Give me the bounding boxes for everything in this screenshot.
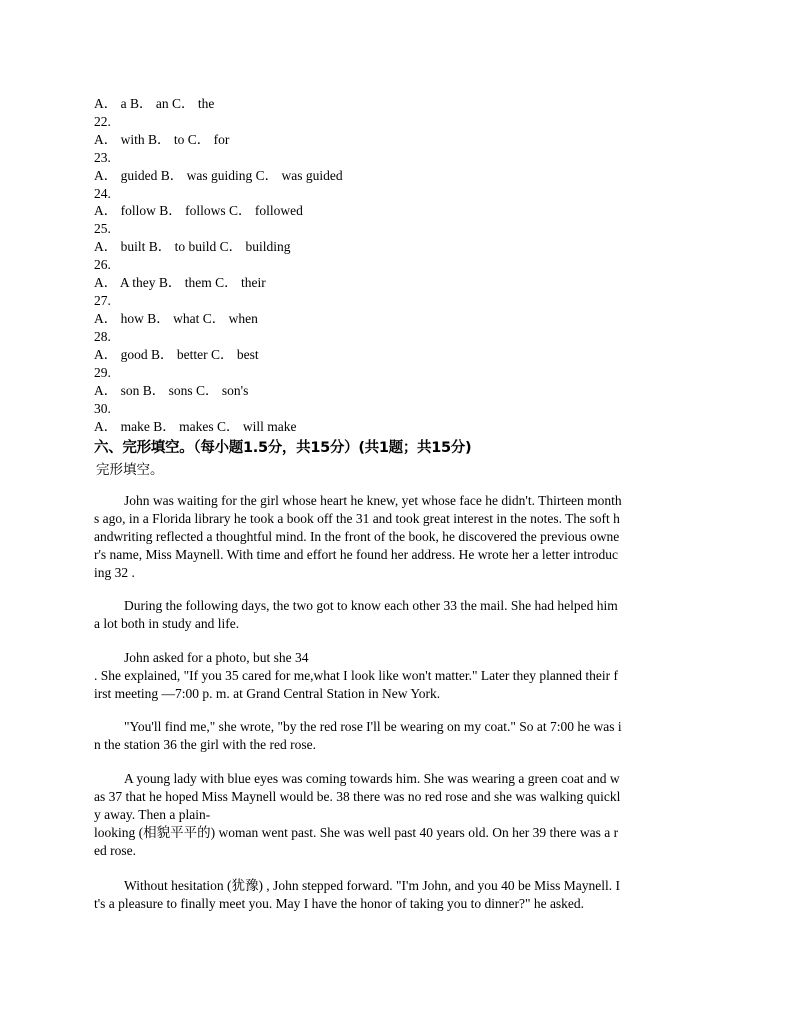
passage-paragraph-5 — [94, 770, 699, 860]
question-number-28: 28. — [94, 329, 111, 344]
section-subheading: 完形填空。 — [96, 462, 164, 478]
passage-line: A young lady with blue eyes was coming towards him. She was wearing a green coat and w — [124, 771, 620, 786]
option-line-22: A． with B． to C． for — [94, 132, 230, 147]
option-line-27: A． how B． what C． when — [94, 311, 258, 326]
passage-line: as 37 that he hoped Miss Maynell would be. 38 there was no red rose and she was walking quickl — [94, 789, 621, 804]
passage-line: r's name, Miss Maynell. With time and effort he found her address. He wrote her a letter introduc — [94, 547, 618, 562]
option-line-23: A． guided B． was guiding C． was guided — [94, 168, 343, 183]
passage-line: Without hesitation (犹豫) , John stepped forward. "I'm John, and you 40 be Miss Maynell. I — [124, 878, 620, 893]
question-number-29: 29. — [94, 365, 111, 380]
passage-line: andwriting reflected a thoughtful mind. In the front of the book, he discovered the previous owne — [94, 529, 620, 544]
question-number-22: 22. — [94, 114, 111, 129]
passage-paragraph-4 — [94, 718, 699, 754]
option-line-30: A． make B． makes C． will make — [94, 419, 297, 434]
passage-line: . She explained, "If you 35 cared for me,what I look like won't matter." Later they planned their f — [94, 668, 619, 683]
passage-paragraph-1 — [94, 492, 699, 582]
passage-line: looking (相貌平平的) woman went past. She was well past 40 years old. On her 39 there was a r — [94, 825, 619, 840]
passage-line: a lot both in study and life. — [94, 616, 240, 631]
passage-paragraph-3 — [94, 649, 699, 703]
passage-line: t's a pleasure to finally meet you. May I have the honor of taking you to dinner?" he asked. — [94, 896, 585, 911]
option-line-25: A． built B． to build C． building — [94, 239, 291, 254]
question-number-23: 23. — [94, 150, 111, 165]
passage-line: During the following days, the two got to know each other 33 the mail. She had helped him — [124, 598, 618, 613]
passage-paragraph-2 — [94, 597, 699, 633]
passage-line: y away. Then a plain- — [94, 807, 211, 822]
option-line-21: A． a B． an C． the — [94, 96, 215, 111]
passage-line: John asked for a photo, but she 34 — [124, 650, 309, 665]
passage-line: "You'll find me," she wrote, "by the red rose I'll be wearing on my coat." So at 7:00 he was i — [124, 719, 622, 734]
passage-line: s ago, in a Florida library he took a book off the 31 and took great interest in the notes. The soft h — [94, 511, 620, 526]
passage-paragraph-6 — [94, 877, 699, 913]
option-line-26: A． A they B． them C． their — [94, 275, 266, 290]
question-number-25: 25. — [94, 221, 111, 236]
question-number-26: 26. — [94, 257, 111, 272]
section-heading: 六、完形填空。（每小题1.5分，共15分）(共1题；共15分) — [94, 440, 472, 456]
option-line-24: A． follow B． follows C． followed — [94, 203, 303, 218]
option-line-29: A． son B． sons C． son's — [94, 383, 249, 398]
passage-line: ed rose. — [94, 843, 136, 858]
question-number-30: 30. — [94, 401, 111, 416]
passage-line: irst meeting —7:00 p. m. at Grand Central Station in New York. — [94, 686, 441, 701]
option-line-28: A． good B． better C． best — [94, 347, 259, 362]
question-number-24: 24. — [94, 186, 111, 201]
question-number-27: 27. — [94, 293, 111, 308]
passage-line: ing 32 . — [94, 565, 135, 580]
passage-line: n the station 36 the girl with the red rose. — [94, 737, 316, 752]
passage-line: John was waiting for the girl whose heart he knew, yet whose face he didn't. Thirteen month — [124, 493, 622, 508]
